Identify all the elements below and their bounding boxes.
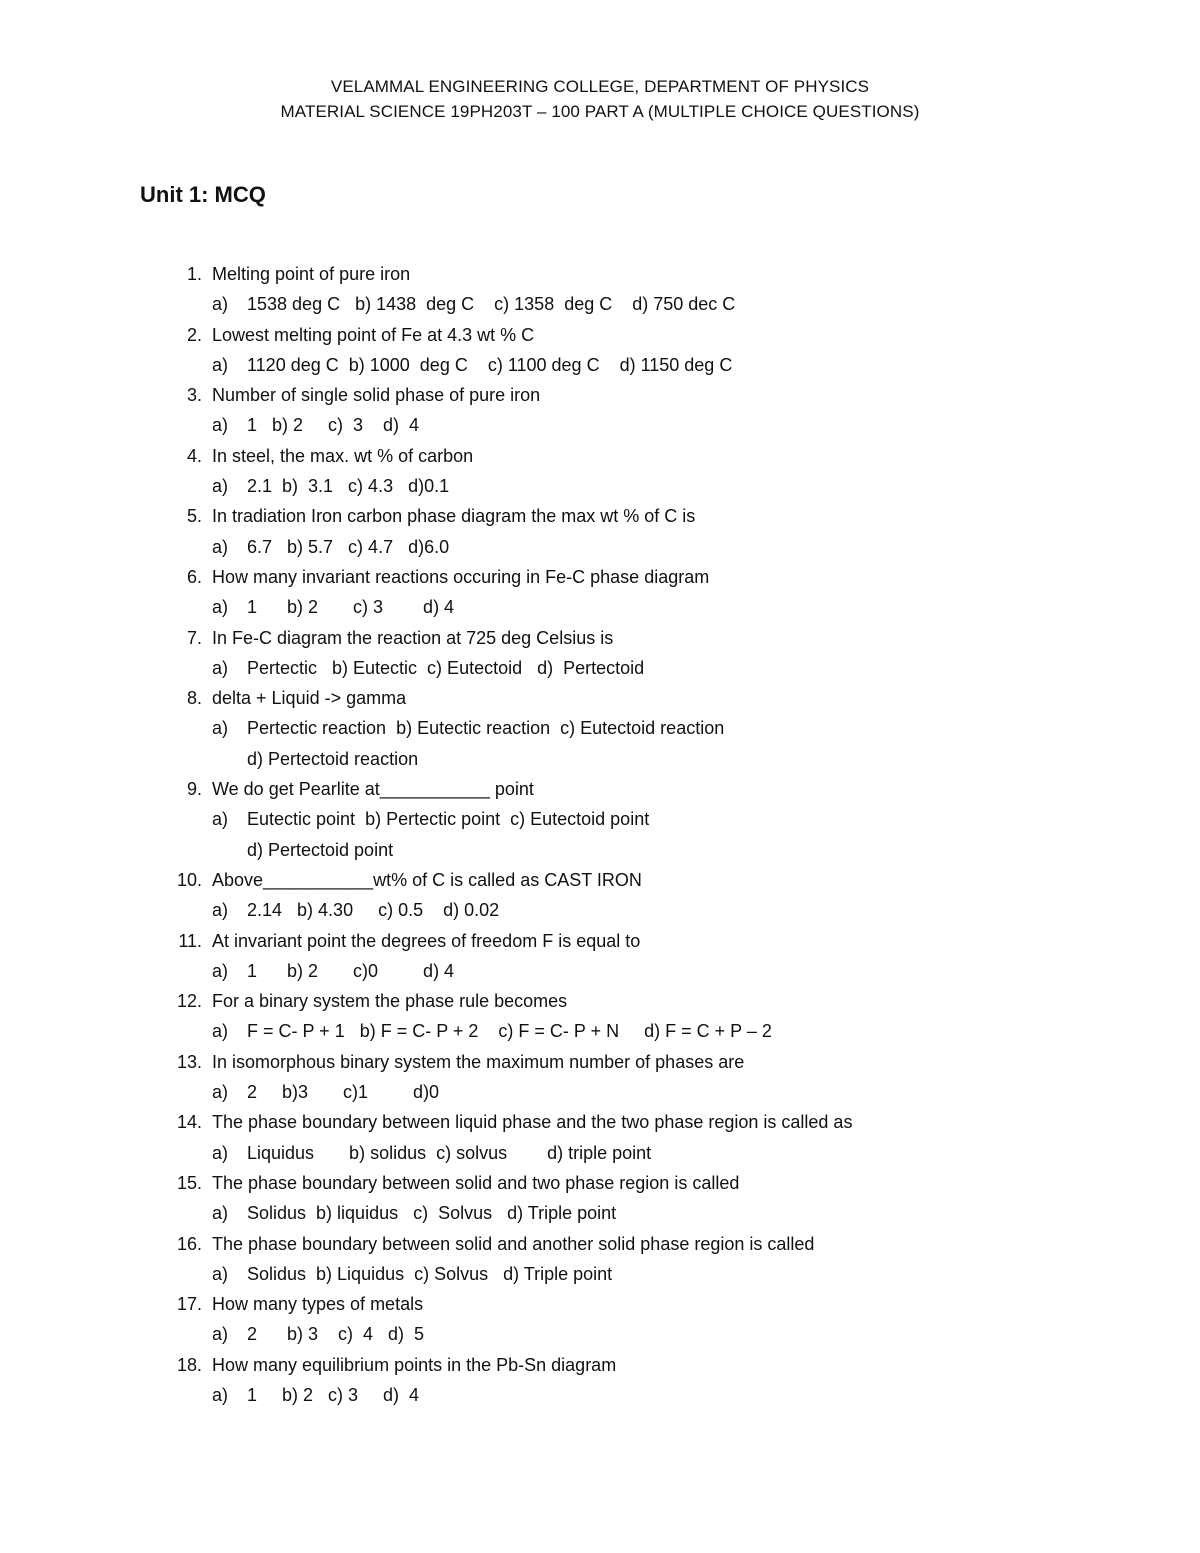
question-line [0, 501, 1200, 531]
question-line [0, 1289, 1200, 1319]
mcq-question [0, 320, 1200, 381]
option-text: Eutectic point b) Pertectic point c) Eutectoid point [247, 809, 650, 830]
mcq-question [0, 865, 1200, 926]
option-text: Solidus b) Liquidus c) Solvus d) Triple point [247, 1263, 613, 1284]
question-number: 15. [176, 1172, 202, 1193]
option-text: 6.7 b) 5.7 c) 4.7 d)6.0 [247, 536, 450, 557]
options-line [0, 471, 1200, 501]
question-line [0, 683, 1200, 713]
question-text: How many types of metals [212, 1294, 424, 1315]
mcq-question [0, 441, 1200, 502]
question-number: 16. [176, 1233, 202, 1254]
mcq-question [0, 501, 1200, 562]
question-text: In tradiation Iron carbon phase diagram the max wt % of C is [212, 506, 696, 527]
option-letter: a) [212, 1384, 229, 1405]
options-line [0, 410, 1200, 440]
question-text: Number of single solid phase of pure iron [212, 385, 541, 406]
option-letter: a) [212, 294, 229, 315]
option-text: 2 b) 3 c) 4 d) 5 [247, 1324, 425, 1345]
question-number: 8. [186, 688, 202, 709]
question-number: 9. [186, 779, 202, 800]
options-line [0, 956, 1200, 986]
option-text: Liquidus b) solidus c) solvus d) triple point [247, 1142, 652, 1163]
options-line [0, 1319, 1200, 1349]
option-text: F = C- P + 1 b) F = C- P + 2 c) F = C- P + N d) F = C + P – 2 [247, 1021, 772, 1042]
question-text: delta + Liquid -> gamma [212, 688, 407, 709]
option-text: 1538 deg C b) 1438 deg C c) 1358 deg C d) 750 dec C [247, 294, 736, 315]
question-number: 6. [186, 566, 202, 587]
college-department-heading: VELAMMAL ENGINEERING COLLEGE, DEPARTMENT OF PHYSICS [330, 77, 870, 96]
question-number: 13. [176, 1051, 202, 1072]
options-line [0, 592, 1200, 622]
mcq-question [0, 1350, 1200, 1411]
question-number: 10. [176, 869, 202, 890]
question-text: Lowest melting point of Fe at 4.3 wt % C [212, 324, 535, 345]
options-line [0, 289, 1200, 319]
question-number: 3. [186, 385, 202, 406]
mcq-question [0, 683, 1200, 774]
option-text: 1120 deg C b) 1000 deg C c) 1100 deg C d) 1150 deg C [247, 354, 733, 375]
mcq-question [0, 986, 1200, 1047]
question-line [0, 926, 1200, 956]
question-line [0, 865, 1200, 895]
options-line [0, 350, 1200, 380]
option-letter: a) [212, 657, 229, 678]
option-text: 1 b) 2 c) 3 d) 4 [247, 1384, 420, 1405]
option-letter: a) [212, 1203, 229, 1224]
option-text: Pertectic reaction b) Eutectic reaction c) Eutectoid reaction [247, 718, 725, 739]
option-letter: a) [212, 476, 229, 497]
options-line [0, 532, 1200, 562]
options-line [0, 1016, 1200, 1046]
question-number: 7. [186, 627, 202, 648]
question-line [0, 774, 1200, 804]
options-line [0, 895, 1200, 925]
mcq-question [0, 1229, 1200, 1290]
course-heading: MATERIAL SCIENCE 19PH203T – 100 PART A (MULTIPLE CHOICE QUESTIONS) [280, 102, 920, 121]
question-text: The phase boundary between solid and two phase region is called [212, 1172, 740, 1193]
options-line [0, 653, 1200, 683]
option-letter: a) [212, 1142, 229, 1163]
question-number: 1. [186, 264, 202, 284]
question-number: 14. [176, 1112, 202, 1133]
question-line [0, 441, 1200, 471]
option-text: 1 b) 2 c) 3 d) 4 [247, 597, 455, 618]
options-line [0, 835, 1200, 865]
option-text: d) Pertectoid reaction [247, 748, 419, 769]
options-line [0, 744, 1200, 774]
options-line [0, 1077, 1200, 1107]
option-text: Solidus b) liquidus c) Solvus d) Triple point [247, 1203, 617, 1224]
option-letter: a) [212, 536, 229, 557]
question-text: The phase boundary between liquid phase and the two phase region is called as [212, 1112, 853, 1133]
question-line [0, 986, 1200, 1016]
question-line [0, 1107, 1200, 1137]
options-line [0, 1380, 1200, 1410]
document-header [0, 74, 1200, 124]
question-text: Above___________wt% of C is called as CAST IRON [212, 869, 642, 890]
question-text: At invariant point the degrees of freedom F is equal to [212, 930, 641, 951]
question-text: For a binary system the phase rule becomes [212, 991, 568, 1012]
option-text: 1 b) 2 c)0 d) 4 [247, 960, 455, 981]
unit-title: Unit 1: MCQ [140, 182, 266, 207]
options-line [0, 1138, 1200, 1168]
question-text: Melting point of pure iron [212, 264, 411, 284]
options-line [0, 1259, 1200, 1289]
option-text: 1 b) 2 c) 3 d) 4 [247, 415, 420, 436]
option-letter: a) [212, 900, 229, 921]
option-letter: a) [212, 960, 229, 981]
option-letter: a) [212, 415, 229, 436]
question-number: 5. [186, 506, 202, 527]
question-line [0, 1350, 1200, 1380]
question-text: In isomorphous binary system the maximum number of phases are [212, 1051, 745, 1072]
question-number: 11. [178, 930, 202, 951]
option-letter: a) [212, 1021, 229, 1042]
option-letter: a) [212, 1082, 229, 1103]
question-line [0, 1168, 1200, 1198]
option-text: 2.1 b) 3.1 c) 4.3 d)0.1 [247, 476, 450, 497]
mcq-question [0, 1168, 1200, 1229]
question-number: 17. [176, 1294, 202, 1315]
question-line [0, 1229, 1200, 1259]
option-text: d) Pertectoid point [247, 839, 394, 860]
question-number: 12. [176, 991, 202, 1012]
mcq-question [0, 926, 1200, 987]
question-text: In steel, the max. wt % of carbon [212, 445, 474, 466]
question-number: 4. [186, 445, 202, 466]
question-line [0, 259, 1200, 289]
question-number: 18. [176, 1354, 202, 1375]
option-letter: a) [212, 718, 229, 739]
mcq-question [0, 623, 1200, 684]
question-text: In Fe-C diagram the reaction at 725 deg Celsius is [212, 627, 614, 648]
option-letter: a) [212, 597, 229, 618]
question-line [0, 380, 1200, 410]
mcq-question [0, 259, 1200, 320]
question-number: 2. [186, 324, 202, 345]
option-text: Pertectic b) Eutectic c) Eutectoid d) Pertectoid [247, 657, 645, 678]
question-line [0, 1047, 1200, 1077]
question-line [0, 562, 1200, 592]
mcq-list [0, 259, 1200, 1410]
options-line [0, 1198, 1200, 1228]
mcq-question [0, 1107, 1200, 1168]
question-text: How many invariant reactions occuring in Fe-C phase diagram [212, 566, 710, 587]
options-line [0, 804, 1200, 834]
question-line [0, 623, 1200, 653]
question-text: The phase boundary between solid and another solid phase region is called [212, 1233, 815, 1254]
option-letter: a) [212, 1324, 229, 1345]
question-line [0, 320, 1200, 350]
mcq-question [0, 380, 1200, 441]
option-letter: a) [212, 809, 229, 830]
mcq-question [0, 1289, 1200, 1350]
mcq-question [0, 562, 1200, 623]
question-text: How many equilibrium points in the Pb-Sn diagram [212, 1354, 617, 1375]
options-line [0, 713, 1200, 743]
option-letter: a) [212, 1263, 229, 1284]
option-text: 2.14 b) 4.30 c) 0.5 d) 0.02 [247, 900, 500, 921]
question-text: We do get Pearlite at___________ point [212, 779, 534, 800]
mcq-question [0, 774, 1200, 865]
option-letter: a) [212, 354, 229, 375]
mcq-question [0, 1047, 1200, 1108]
option-text: 2 b)3 c)1 d)0 [247, 1082, 440, 1103]
